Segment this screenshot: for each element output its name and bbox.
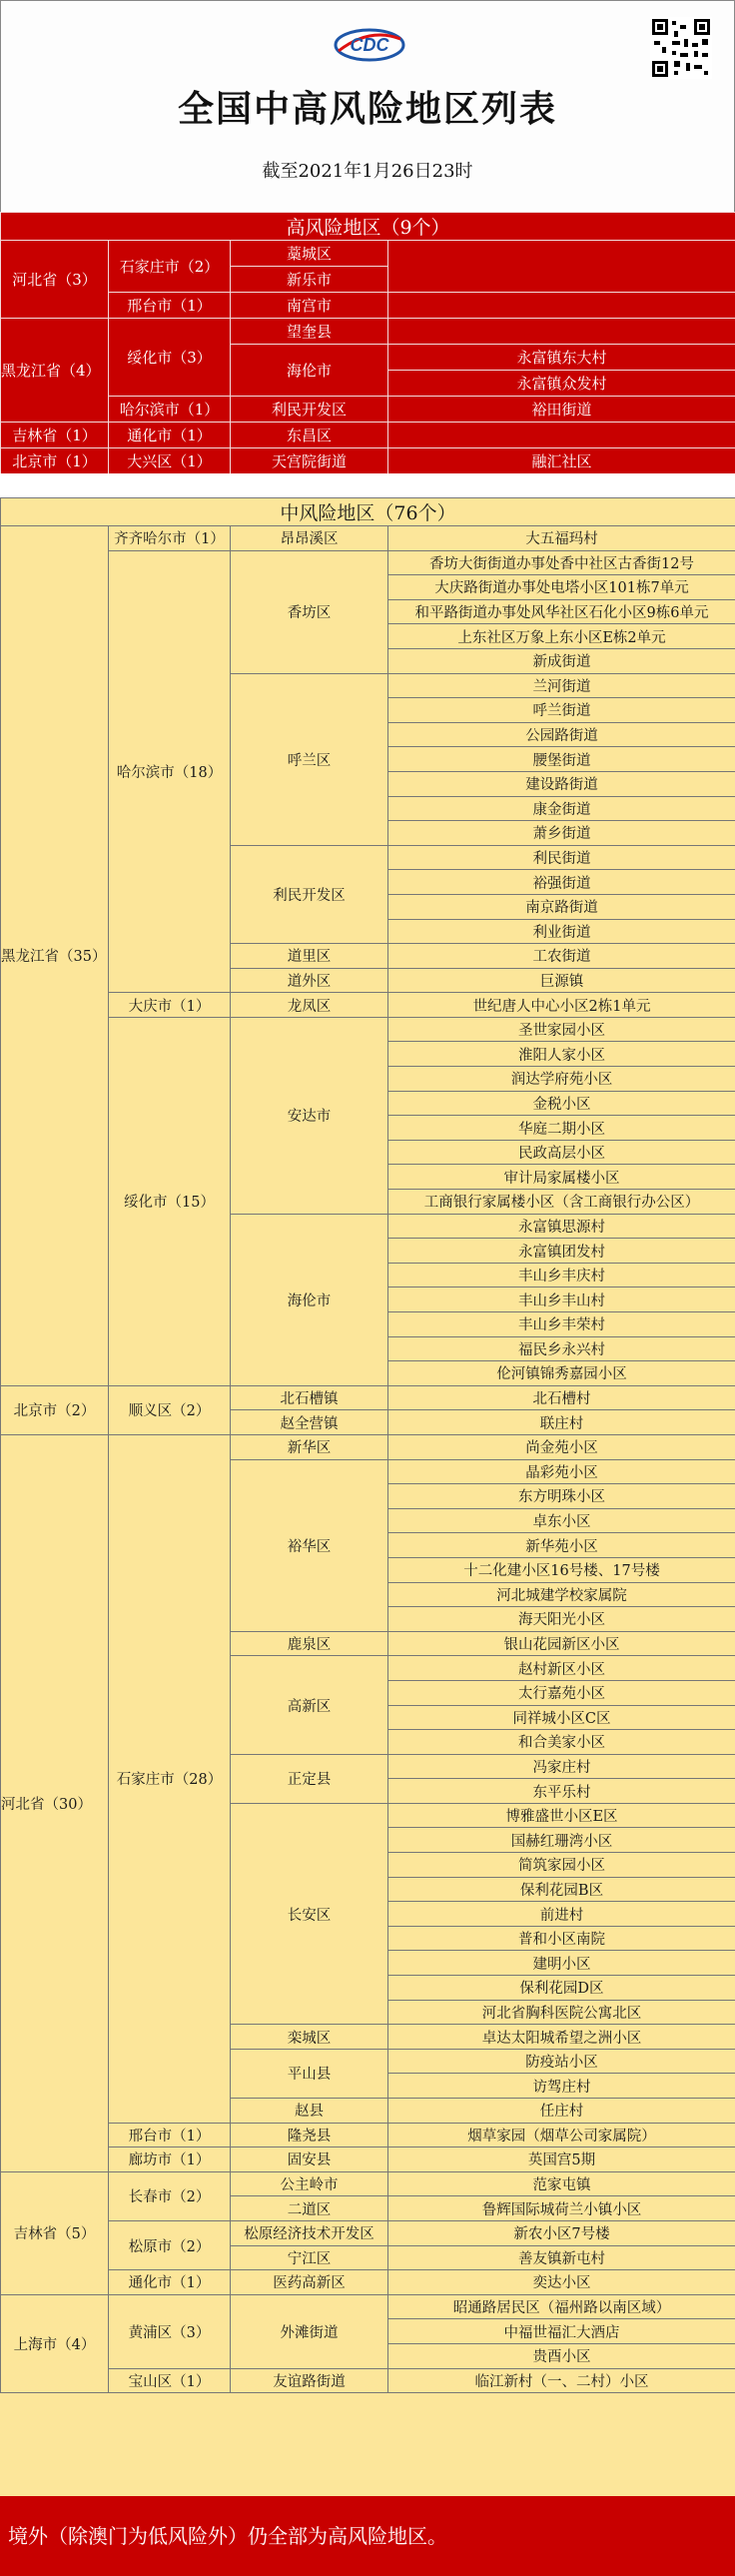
street-cell: 审计局家属楼小区	[388, 1165, 735, 1190]
district-cell: 北石槽镇	[231, 1385, 388, 1410]
city-cell: 松原市（2）	[109, 2220, 231, 2269]
street-cell: 世纪唐人中心小区2栋1单元	[388, 993, 735, 1018]
street-cell: 融汇社区	[388, 448, 735, 474]
street-cell	[388, 423, 735, 448]
street-cell: 海天阳光小区	[388, 1607, 735, 1632]
street-cell: 国赫红珊湾小区	[388, 1828, 735, 1853]
district-cell: 公主岭市	[231, 2171, 388, 2196]
street-cell: 新农小区7号楼	[388, 2220, 735, 2245]
footer-text: 境外（除澳门为低风险外）仍全部为高风险地区。	[8, 2524, 447, 2548]
district-cell: 栾城区	[231, 2025, 388, 2050]
street-cell: 永富镇思源村	[388, 1214, 735, 1239]
street-cell: 香坊大街街道办事处香中社区古香街12号	[388, 550, 735, 575]
street-cell: 晶彩苑小区	[388, 1459, 735, 1484]
street-cell: 任庄村	[388, 2099, 735, 2124]
district-cell: 利民开发区	[231, 845, 388, 943]
street-cell: 尚金苑小区	[388, 1434, 735, 1459]
province-cell: 黑龙江省（35）	[1, 526, 109, 1386]
city-cell: 邢台市（1）	[109, 2123, 231, 2147]
street-cell: 新华苑小区	[388, 1533, 735, 1558]
district-cell: 道里区	[231, 944, 388, 969]
header-panel	[0, 0, 735, 214]
street-cell: 腰堡街道	[388, 747, 735, 772]
street-cell: 东方明珠小区	[388, 1484, 735, 1509]
district-cell: 天宫院街道	[231, 448, 388, 474]
street-cell: 奕达小区	[388, 2270, 735, 2295]
district-cell: 南宫市	[231, 293, 388, 319]
province-cell: 北京市（1）	[1, 448, 109, 474]
district-cell: 宁江区	[231, 2245, 388, 2270]
street-cell: 赵村新区小区	[388, 1656, 735, 1681]
province-cell: 吉林省（1）	[1, 423, 109, 448]
street-cell: 联庄村	[388, 1410, 735, 1435]
qr-code-icon	[650, 17, 712, 79]
district-cell: 藁城区	[231, 241, 388, 267]
city-cell: 邢台市（1）	[109, 293, 231, 319]
street-cell: 金税小区	[388, 1091, 735, 1116]
footer-note	[0, 2496, 735, 2576]
district-cell: 东昌区	[231, 423, 388, 448]
district-cell: 医药高新区	[231, 2270, 388, 2295]
district-cell: 松原经济技术开发区	[231, 2220, 388, 2245]
province-cell: 北京市（2）	[1, 1385, 109, 1434]
street-cell: 银山花园新区小区	[388, 1631, 735, 1656]
district-cell: 裕华区	[231, 1459, 388, 1631]
street-cell	[388, 293, 735, 319]
city-cell: 哈尔滨市（18）	[109, 550, 231, 993]
street-cell: 工农街道	[388, 944, 735, 969]
mid-risk-table	[0, 497, 735, 2393]
street-cell: 萧乡街道	[388, 821, 735, 846]
street-cell: 大庆路街道办事处电塔小区101栋7单元	[388, 575, 735, 600]
street-cell: 卓东小区	[388, 1508, 735, 1533]
district-cell: 香坊区	[231, 550, 388, 673]
page-date: 截至2021年1月26日23时	[262, 161, 473, 182]
street-cell: 太行嘉苑小区	[388, 1680, 735, 1705]
street-cell: 裕田街道	[388, 397, 735, 423]
district-cell: 利民开发区	[231, 397, 388, 423]
city-cell: 黄浦区（3）	[109, 2294, 231, 2368]
city-cell: 哈尔滨市（1）	[109, 397, 231, 423]
street-cell: 永富镇团发村	[388, 1239, 735, 1264]
street-cell: 南京路街道	[388, 894, 735, 919]
street-cell: 裕强街道	[388, 870, 735, 895]
district-cell: 新乐市	[231, 267, 388, 293]
street-cell: 访驾庄村	[388, 2074, 735, 2099]
district-cell: 平山县	[231, 2049, 388, 2098]
city-cell: 绥化市（3）	[109, 319, 231, 397]
table-row	[1, 1017, 735, 1042]
page-title: 全国中高风险地区列表	[177, 88, 557, 130]
street-cell: 康金街道	[388, 796, 735, 821]
street-cell: 河北城建学校家属院	[388, 1582, 735, 1607]
city-cell: 石家庄市（2）	[109, 241, 231, 293]
street-cell: 圣世家园小区	[388, 1017, 735, 1042]
street-cell: 兰河街道	[388, 673, 735, 698]
district-cell: 赵县	[231, 2099, 388, 2124]
district-cell: 隆尧县	[231, 2123, 388, 2147]
table-row	[1, 1434, 735, 1459]
city-cell: 宝山区（1）	[109, 2368, 231, 2393]
district-cell: 海伦市	[231, 345, 388, 397]
table-row	[1, 2147, 735, 2172]
table-row	[1, 1385, 735, 1410]
street-cell: 同祥城小区C区	[388, 1705, 735, 1730]
street-cell: 范家屯镇	[388, 2171, 735, 2196]
street-cell: 淮阳人家小区	[388, 1042, 735, 1067]
street-cell: 普和小区南院	[388, 1926, 735, 1951]
street-cell: 北石槽村	[388, 1385, 735, 1410]
street-cell: 华庭二期小区	[388, 1116, 735, 1141]
street-cell: 福民乡永兴村	[388, 1336, 735, 1361]
cdc-logo	[331, 21, 408, 67]
street-cell: 丰山乡丰荣村	[388, 1312, 735, 1337]
street-cell: 十二化建小区16号楼、17号楼	[388, 1557, 735, 1582]
street-cell: 前进村	[388, 1902, 735, 1927]
street-cell: 中福世福汇大酒店	[388, 2319, 735, 2344]
table-row	[1, 2171, 735, 2196]
table-row	[1, 550, 735, 575]
street-cell: 建明小区	[388, 1951, 735, 1976]
street-cell: 东平乐村	[388, 1779, 735, 1804]
province-cell: 河北省（30）	[1, 1434, 109, 2171]
district-cell: 新华区	[231, 1434, 388, 1459]
high-risk-section	[0, 212, 735, 473]
table-row	[1, 2220, 735, 2245]
street-cell	[388, 319, 735, 345]
street-cell: 善友镇新屯村	[388, 2245, 735, 2270]
table-row	[1, 2294, 735, 2319]
street-cell: 公园路街道	[388, 722, 735, 747]
district-cell: 呼兰区	[231, 673, 388, 845]
section-gap	[0, 473, 735, 497]
city-cell: 齐齐哈尔市（1）	[109, 526, 231, 551]
district-cell: 二道区	[231, 2196, 388, 2221]
city-cell: 顺义区（2）	[109, 1385, 231, 1434]
district-cell: 外滩街道	[231, 2294, 388, 2368]
street-cell: 永富镇众发村	[388, 371, 735, 397]
city-cell: 大兴区（1）	[109, 448, 231, 474]
table-row	[1, 2270, 735, 2295]
street-cell: 简筑家园小区	[388, 1853, 735, 1878]
table-row	[1, 2368, 735, 2393]
district-cell: 长安区	[231, 1803, 388, 2024]
street-cell: 巨源镇	[388, 968, 735, 993]
city-cell: 大庆市（1）	[109, 993, 231, 1018]
district-cell: 鹿泉区	[231, 1631, 388, 1656]
street-cell: 润达学府苑小区	[388, 1067, 735, 1092]
high-risk-title: 高风险地区（9个）	[1, 213, 735, 241]
district-cell: 龙凤区	[231, 993, 388, 1018]
district-cell: 赵全营镇	[231, 1410, 388, 1435]
street-cell: 大五福玛村	[388, 526, 735, 551]
city-cell: 廊坊市（1）	[109, 2147, 231, 2172]
street-cell: 临江新村（一、二村）小区	[388, 2368, 735, 2393]
district-cell: 昂昂溪区	[231, 526, 388, 551]
city-cell: 石家庄市（28）	[109, 1434, 231, 2123]
district-cell: 望奎县	[231, 319, 388, 345]
province-cell: 黑龙江省（4）	[1, 319, 109, 423]
street-cell: 保利花园D区	[388, 1976, 735, 2001]
mid-risk-title: 中风险地区（76个）	[1, 498, 735, 526]
city-cell: 长春市（2）	[109, 2171, 231, 2220]
street-cell: 伦河镇锦秀嘉园小区	[388, 1361, 735, 1386]
street-cell: 丰山乡丰山村	[388, 1288, 735, 1312]
street-cell: 贵酉小区	[388, 2343, 735, 2368]
street-cell: 和合美家小区	[388, 1730, 735, 1755]
street-cell: 博雅盛世小区E区	[388, 1803, 735, 1828]
svg-text:CDC: CDC	[350, 35, 389, 55]
street-cell: 呼兰街道	[388, 698, 735, 723]
street-cell: 建设路街道	[388, 771, 735, 796]
district-cell: 友谊路街道	[231, 2368, 388, 2393]
district-cell: 正定县	[231, 1754, 388, 1803]
street-cell	[388, 241, 735, 293]
street-cell: 丰山乡丰庆村	[388, 1263, 735, 1288]
district-cell: 安达市	[231, 1017, 388, 1214]
street-cell: 烟草家园（烟草公司家属院）	[388, 2123, 735, 2147]
street-cell: 工商银行家属楼小区（含工商银行办公区）	[388, 1190, 735, 1215]
street-cell: 卓达太阳城希望之洲小区	[388, 2025, 735, 2050]
street-cell: 新成街道	[388, 648, 735, 673]
street-cell: 冯家庄村	[388, 1754, 735, 1779]
street-cell: 保利花园B区	[388, 1877, 735, 1902]
street-cell: 利业街道	[388, 919, 735, 944]
table-row	[1, 2123, 735, 2147]
city-cell: 通化市（1）	[109, 423, 231, 448]
table-row	[1, 993, 735, 1018]
street-cell: 上东社区万象上东小区E栋2单元	[388, 624, 735, 649]
district-cell: 固安县	[231, 2147, 388, 2172]
city-cell: 通化市（1）	[109, 2270, 231, 2295]
street-cell: 和平路街道办事处风华社区石化小区9栋6单元	[388, 599, 735, 624]
street-cell: 昭通路居民区（福州路以南区域）	[388, 2294, 735, 2319]
table-row	[1, 526, 735, 551]
street-cell: 利民街道	[388, 845, 735, 870]
province-cell: 河北省（3）	[1, 241, 109, 319]
district-cell: 海伦市	[231, 1214, 388, 1385]
street-cell: 防疫站小区	[388, 2049, 735, 2074]
mid-risk-section	[0, 497, 735, 2496]
street-cell: 民政高层小区	[388, 1140, 735, 1165]
district-cell: 高新区	[231, 1656, 388, 1754]
street-cell: 英国宫5期	[388, 2147, 735, 2172]
city-cell: 绥化市（15）	[109, 1017, 231, 1385]
street-cell: 永富镇东大村	[388, 345, 735, 371]
high-risk-table	[0, 212, 735, 474]
province-cell: 上海市（4）	[1, 2294, 109, 2392]
street-cell: 河北省胸科医院公寓北区	[388, 2000, 735, 2025]
district-cell: 道外区	[231, 968, 388, 993]
province-cell: 吉林省（5）	[1, 2171, 109, 2294]
street-cell: 鲁辉国际城荷兰小镇小区	[388, 2196, 735, 2221]
